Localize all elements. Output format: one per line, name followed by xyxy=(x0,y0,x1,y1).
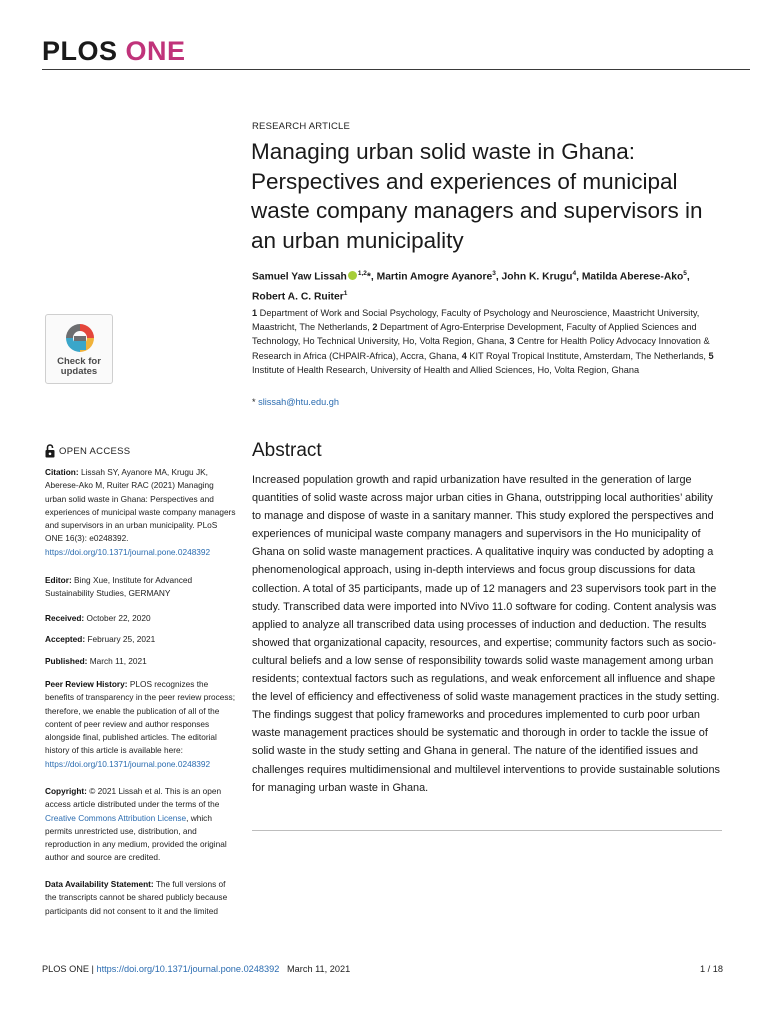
open-access-badge xyxy=(45,444,130,458)
citation-block xyxy=(45,466,237,559)
data-availability-block xyxy=(45,878,237,918)
editor-block xyxy=(45,574,237,601)
corresponding-star: * xyxy=(252,397,256,407)
author-name[interactable]: , John K. Krugu xyxy=(495,271,573,283)
peer-review-label: Peer Review History: xyxy=(45,679,128,689)
affiliation-number: 1 xyxy=(252,308,258,318)
orcid-icon[interactable] xyxy=(348,271,357,280)
footer-journal: PLOS ONE | xyxy=(42,964,97,974)
accepted-label: Accepted: xyxy=(45,634,86,644)
abstract-divider xyxy=(252,830,722,831)
author-name[interactable]: , Robert A. C. Ruiter xyxy=(252,271,690,303)
open-access-label: OPEN ACCESS xyxy=(59,445,131,457)
license-link[interactable]: Creative Commons Attribution License xyxy=(45,812,187,823)
published-date: March 11, 2021 xyxy=(87,656,147,666)
editor-text: Bing Xue, Institute for Advanced Sustainability Studies, GERMANY xyxy=(45,575,193,599)
author-affiliation-sup: 5 xyxy=(683,270,687,277)
received-label: Received: xyxy=(45,613,85,623)
author-name[interactable]: , Martin Amogre Ayanore xyxy=(370,271,493,283)
accepted-block xyxy=(45,633,237,646)
crossmark-label-line1: Check for xyxy=(57,356,101,367)
affiliation-number: 2 xyxy=(372,322,378,333)
copyright-label: Copyright: xyxy=(45,786,87,796)
author-affiliation-sup: 1,2 xyxy=(357,270,367,277)
author-affiliation-sup: 4 xyxy=(572,270,577,277)
citation-text: Lissah SY, Ayanore MA, Krugu JK, Aberese-Ako M, Ruiter RAC (2021) Managing urban solid waste in Ghana: Perspectives and experiences of municipal waste company managers and supervisors in an urban municipality. PLoS ONE 16(3): e0248392. xyxy=(45,467,236,544)
citation-label: Citation: xyxy=(45,467,79,477)
corresponding-email xyxy=(252,397,339,407)
author-name[interactable]: Samuel Yaw Lissah xyxy=(252,271,347,283)
peer-review-text: PLOS recognizes the benefits of transparency in the peer review process; therefore, we enable the publication of all of the content of peer review and author responses alongside final, published articles. The editorial history of this article is available here: xyxy=(45,679,236,756)
article-type: RESEARCH ARTICLE xyxy=(252,121,351,132)
page-footer xyxy=(42,964,723,974)
published-block xyxy=(45,655,237,668)
author-name[interactable]: , Matilda Aberese-Ako xyxy=(576,271,684,283)
peer-review-link[interactable]: https://doi.org/10.1371/journal.pone.0248392 xyxy=(45,758,211,769)
accepted-date: February 25, 2021 xyxy=(85,634,156,644)
author-affiliation-sup: 3 xyxy=(492,270,496,277)
affiliation-text: Department of Agro-Enterprise Development, Faculty of Applied Sciences and Technology, Ho Technical University, Ho, Volta Region, Ghana, xyxy=(252,322,697,347)
open-lock-icon xyxy=(45,444,55,458)
footer-date: March 11, 2021 xyxy=(287,964,351,974)
data-availability-label: Data Availability Statement: xyxy=(45,879,154,889)
citation-doi-link[interactable]: https://doi.org/10.1371/journal.pone.0248392 xyxy=(45,546,211,557)
crossmark-icon xyxy=(63,321,97,355)
affiliation-text: Department of Work and Social Psychology, Faculty of Psychology and Neuroscience, Maastricht University, Maastricht, The Netherlands, xyxy=(252,308,700,333)
data-availability-text: The full versions of the transcripts cannot be shared publicly because participants did not consent to it and the limited xyxy=(45,879,228,916)
affiliation-text: Institute of Health Research, University of Health and Allied Sciences, Ho, Volta Region, Ghana xyxy=(252,364,640,375)
page-number: 1 / 18 xyxy=(700,964,723,974)
footer-doi-link[interactable]: https://doi.org/10.1371/journal.pone.0248392 xyxy=(96,964,280,974)
copyright-text: © 2021 Lissah et al. This is an open access article distributed under the terms of the xyxy=(45,786,222,810)
peer-review-block xyxy=(45,678,237,771)
corresponding-author-mark: * xyxy=(366,271,371,283)
published-label: Published: xyxy=(45,656,88,666)
sidebar xyxy=(45,314,237,384)
journal-logo[interactable] xyxy=(42,36,186,67)
email-link[interactable]: slissah@htu.edu.gh xyxy=(255,397,339,407)
logo-plos-text: PLOS xyxy=(42,36,118,66)
affiliations xyxy=(252,306,722,377)
copyright-text-end: , which permits unrestricted use, distribution, and reproduction in any medium, provided the original author and source are credited. xyxy=(45,812,227,863)
abstract-heading: Abstract xyxy=(252,440,322,461)
received-date: October 22, 2020 xyxy=(84,613,151,623)
logo-one-text: ONE xyxy=(125,36,186,66)
copyright-block xyxy=(45,785,237,865)
header-divider xyxy=(42,69,750,70)
affiliation-text: KIT Royal Tropical Institute, Amsterdam, The Netherlands, xyxy=(466,350,709,361)
affiliation-number: 3 xyxy=(509,336,515,347)
author-affiliation-sup: 1 xyxy=(343,289,348,297)
affiliation-number: 4 xyxy=(461,350,467,361)
editor-label: Editor: xyxy=(45,575,72,585)
author-list xyxy=(252,266,722,306)
article-title: Managing urban solid waste in Ghana: Perspectives and experiences of municipal waste company managers and supervisors in an urban municipality xyxy=(251,139,703,253)
received-block xyxy=(45,612,237,625)
affiliation-number: 5 xyxy=(708,350,714,361)
crossmark-label-line2: updates xyxy=(60,366,98,377)
affiliation-text: Centre for Health Policy Advocacy Innovation & Research in Africa (CHPAIR-Africa), Accra, Ghana, xyxy=(252,336,710,361)
abstract-body: Increased population growth and rapid urbanization have resulted in the generation of large quantities of solid waste across major urban cities in Ghana, outstripping local authorities’ ability to manage and dispose of waste in a sanitary manner. This study explored the perspectives and experiences of municipal waste company managers and supervisors in the Ho municipality of Ghana on solid waste management practices. A qualitative inquiry was conducted by adopting a phenomenological approach, using in-depth interviews and focus group discussions for data collection. A total of 35 participants, made up of 12 managers and 23 supervisors took part in the study. Transcribed data were imported into NVivo 11.0 software for coding. Content analysis was applied to analyze all transcribed data using processes of induction and deduction. The results showed that organizational capacity, resources, and expertise; community factors such as socio-cultural beliefs and a low sense of responsibility towards solid waste management among urban residents; contextual factors such as regulations, and weak enforcement all influence and shape the level of efficiency and effectiveness of solid waste management practices in the study setting. The findings suggest that policy frameworks and procedures implemented to curb poor urban waste management practices should be systematic and thorough in order to tackle the issue of solid waste in the study setting and Ghana in general. The nature of the identified issues and challenges requires multidimensional and multilevel interventions to provide sustainable solutions for managing urban waste in Ghana. xyxy=(252,474,720,794)
check-for-updates-button[interactable] xyxy=(45,314,113,384)
